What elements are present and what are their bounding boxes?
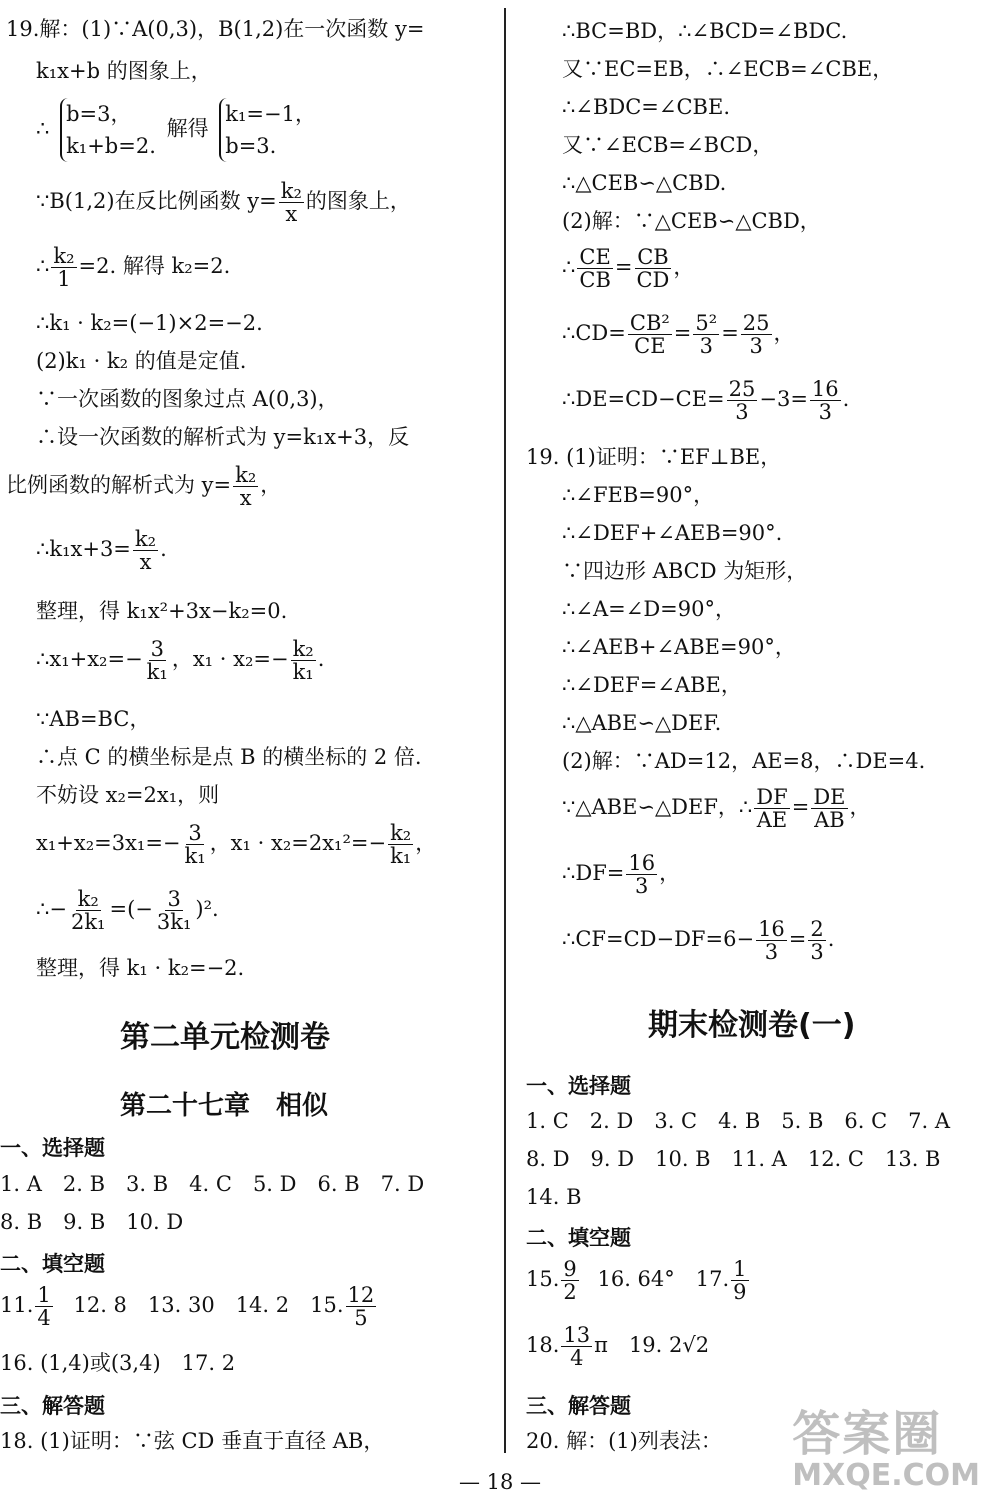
- r-choice-3: 14. B: [526, 1185, 582, 1209]
- line-vieta: ∴x₁+x₂=− $\frac{3}{\text{k₁}}$ ，x₁ · x₂=− $\frac{\text{k₂}}{\text{k₁}}$ .: [36, 637, 325, 684]
- line-assume: ∴设一次函数的解析式为 y=k₁x+3，反: [36, 425, 410, 449]
- section-solutions: 三、解答题: [0, 1394, 105, 1418]
- line-equate: ∴k₁x+3= $\frac{\text{k₂}}{x}$ .: [36, 527, 167, 574]
- section-choice: 一、选择题: [0, 1136, 105, 1160]
- line-reciprocal-form: 比例函数的解析式为 y= $\frac{\text{k₂}}{x}$ ，: [6, 463, 282, 510]
- fraction: $\frac{3}{\text{k₁}}$: [184, 821, 206, 868]
- chapter-title: 第二十七章 相似: [120, 1091, 329, 1121]
- fraction: $\frac{\text{CB²}}{CE}$: [629, 311, 670, 358]
- system-1: b=3， k₁+b=2.: [60, 98, 156, 162]
- fraction: $\frac{\text{5²}}{3}$: [695, 311, 718, 358]
- q19-line1: 19.解：(1)∵A(0,3)，B(1,2)在一次函数 y=: [6, 17, 425, 41]
- r-cf: ∴CF=CD−DF=6− $\frac{16}{3}$ = $\frac{2}{3}$ .: [562, 917, 835, 964]
- r-line4: 又∵∠ECB=∠BCD，: [562, 133, 774, 157]
- q20-line: 20. 解：(1)列表法：: [526, 1429, 722, 1453]
- fraction: $\frac{CB}{CD}$: [636, 245, 670, 292]
- line-quadratic: 整理，得 k₁x²+3x−k₂=0.: [36, 599, 288, 623]
- final-exam-title: 期末检测卷(一): [648, 1008, 856, 1043]
- r-choice-1: 1. C 2. D 3. C 4. B 5. B 6. C 7. A: [526, 1109, 951, 1133]
- fraction: $\frac{16}{3}$: [758, 917, 785, 964]
- line-let: 不妨设 x₂=2x₁，则: [36, 783, 220, 807]
- line-reciprocal: ∵B(1,2)在反比例函数 y= $\frac{\text{k₂}}{x}$ 的图象上，: [36, 179, 411, 226]
- r-ratio: ∴ $\frac{CE}{CB}$ = $\frac{CB}{CD}$ ，: [562, 245, 695, 292]
- r-line3: ∴∠BDC=∠CBE.: [562, 95, 730, 119]
- r-df: ∴DF= $\frac{16}{3}$ ，: [562, 851, 681, 898]
- section-fill: 二、填空题: [0, 1252, 105, 1276]
- fraction: $\frac{1}{4}$: [37, 1283, 51, 1330]
- fill-answers-1: 11. $\frac{1}{4}$ 12. 8 13. 30 14. 2 15. $\frac{12}{5}$: [0, 1283, 375, 1330]
- fraction: $\frac{25}{3}$: [728, 377, 756, 424]
- r-line6: (2)解：∵△CEB∽△CBD，: [562, 209, 821, 233]
- column-divider: [504, 8, 506, 1453]
- watermark-logo: 答案圈 MXQE.COM: [792, 1406, 980, 1493]
- line-point-c: ∴点 C 的横坐标是点 B 的横坐标的 2 倍.: [36, 745, 422, 769]
- r-line10: ∴∠FEB=90°，: [562, 483, 715, 507]
- line-ab-bc: ∵AB=BC，: [36, 707, 151, 731]
- q19-proof: 19. (1)证明：∵EF⊥BE，: [526, 445, 782, 469]
- system-2: k₁=−1， b=3.: [219, 98, 316, 162]
- line-sum-product: x₁+x₂=3x₁=− $\frac{3}{\text{k₁}}$ ，x₁ · x₂=2x₁²=− $\frac{\text{k₂}}{\text{k₁}}$ ，: [36, 821, 437, 868]
- fraction: $\frac{\text{k₂}}{\text{k₁}}$: [292, 637, 314, 684]
- r-fill-1: 15. $\frac{9}{2}$ 16. 64° 17. $\frac{1}{9}$: [526, 1257, 747, 1304]
- r-line13: ∴∠A=∠D=90°，: [562, 597, 736, 621]
- fraction: $\frac{\text{k₂}}{\text{2k₁}}$: [70, 887, 106, 934]
- fraction: $\frac{13}{4}$: [563, 1323, 591, 1370]
- r-cd: ∴CD= $\frac{\text{CB²}}{CE}$ = $\frac{\text{5²}}{3}$ = $\frac{25}{3}$ ，: [562, 311, 795, 358]
- r-line1: ∴BC=BD，∴∠BCD=∠BDC.: [562, 19, 848, 43]
- choice-answers-1: 1. A 2. B 3. B 4. C 5. D 6. B 7. D: [0, 1172, 425, 1196]
- fraction: $\frac{\text{k₂}}{x}$: [235, 463, 257, 510]
- r-line5: ∴△CEB∽△CBD.: [562, 171, 727, 195]
- fraction: $\frac{DF}{AE}$: [756, 785, 788, 832]
- line-constant: (2)k₁ · k₂ 的值是定值.: [36, 349, 247, 373]
- r-section-fill: 二、填空题: [526, 1226, 631, 1250]
- line-product: ∴k₁ · k₂=(−1)×2=−2.: [36, 311, 263, 335]
- r-choice-2: 8. D 9. D 10. B 11. A 12. C 13. B: [526, 1147, 941, 1171]
- q18-line: 18. (1)证明：∵弦 CD 垂直于直径 AB，: [0, 1429, 385, 1453]
- q19-line2: k₁x+b 的图象上，: [36, 59, 212, 83]
- r-line11: ∴∠DEF+∠AEB=90°.: [562, 521, 783, 545]
- line-passes: ∵一次函数的图象过点 A(0,3)，: [36, 387, 339, 411]
- line-result: 整理，得 k₁ · k₂=−2.: [36, 956, 245, 980]
- r-similar-ratio: ∵△ABE∽△DEF，∴ $\frac{DF}{AE}$ = $\frac{DE}{AB}$ ，: [562, 785, 871, 832]
- r-line15: ∴∠DEF=∠ABE，: [562, 673, 742, 697]
- choice-answers-2: 8. B 9. B 10. D: [0, 1210, 184, 1234]
- fraction: $\frac{3}{\text{k₁}}$: [146, 637, 168, 684]
- r-line12: ∵四边形 ABCD 为矩形，: [562, 559, 808, 583]
- r-section-solutions: 三、解答题: [526, 1394, 631, 1418]
- equation-system: ∴ b=3， k₁+b=2. 解得 k₁=−1， b=3.: [36, 98, 320, 162]
- fraction: $\frac{CE}{CB}$: [579, 245, 611, 292]
- r-section-choice: 一、选择题: [526, 1074, 631, 1098]
- fraction: $\frac{16}{3}$: [628, 851, 656, 898]
- fraction: $\frac{\text{k₂}}{1}$: [53, 244, 75, 291]
- r-line14: ∴∠AEB+∠ABE=90°，: [562, 635, 796, 659]
- fraction: $\frac{1}{9}$: [733, 1257, 747, 1304]
- r-fill-2: 18. $\frac{13}{4}$ π 19. 2√2: [526, 1323, 710, 1370]
- r-line2: 又∵EC=EB，∴∠ECB=∠CBE，: [562, 57, 894, 81]
- fraction: $\frac{25}{3}$: [742, 311, 770, 358]
- fraction: $\frac{2}{3}$: [810, 917, 824, 964]
- r-line16: ∴△ABE∽△DEF.: [562, 711, 722, 735]
- line-equation: ∴− $\frac{\text{k₂}}{\text{2k₁}}$ =(− $\frac{3}{\text{3k₁}}$ )².: [36, 887, 219, 934]
- line-solve-k2: ∴ $\frac{\text{k₂}}{1}$ =2. 解得 k₂=2.: [36, 244, 231, 291]
- page-number: — 18 —: [458, 1470, 542, 1494]
- fraction: $\frac{12}{5}$: [347, 1283, 375, 1330]
- unit-title: 第二单元检测卷: [120, 1020, 330, 1055]
- r-de: ∴DE=CD−CE= $\frac{25}{3}$ −3= $\frac{16}{3}$ .: [562, 377, 850, 424]
- fraction: $\frac{3}{\text{3k₁}}$: [156, 887, 192, 934]
- fraction: $\frac{\text{k₂}}{\text{k₁}}$: [390, 821, 412, 868]
- fraction: $\frac{9}{2}$: [563, 1257, 577, 1304]
- fraction: $\frac{DE}{AB}$: [813, 785, 846, 832]
- r-line17: (2)解：∵AD=12，AE=8，∴DE=4.: [562, 749, 926, 773]
- fraction: $\frac{\text{k₂}}{x}$: [134, 527, 157, 574]
- fraction: $\frac{16}{3}$: [811, 377, 839, 424]
- fraction: $\frac{\text{k₂}}{x}$: [280, 179, 302, 226]
- fill-answers-2: 16. (1,4)或(3,4) 17. 2: [0, 1351, 236, 1375]
